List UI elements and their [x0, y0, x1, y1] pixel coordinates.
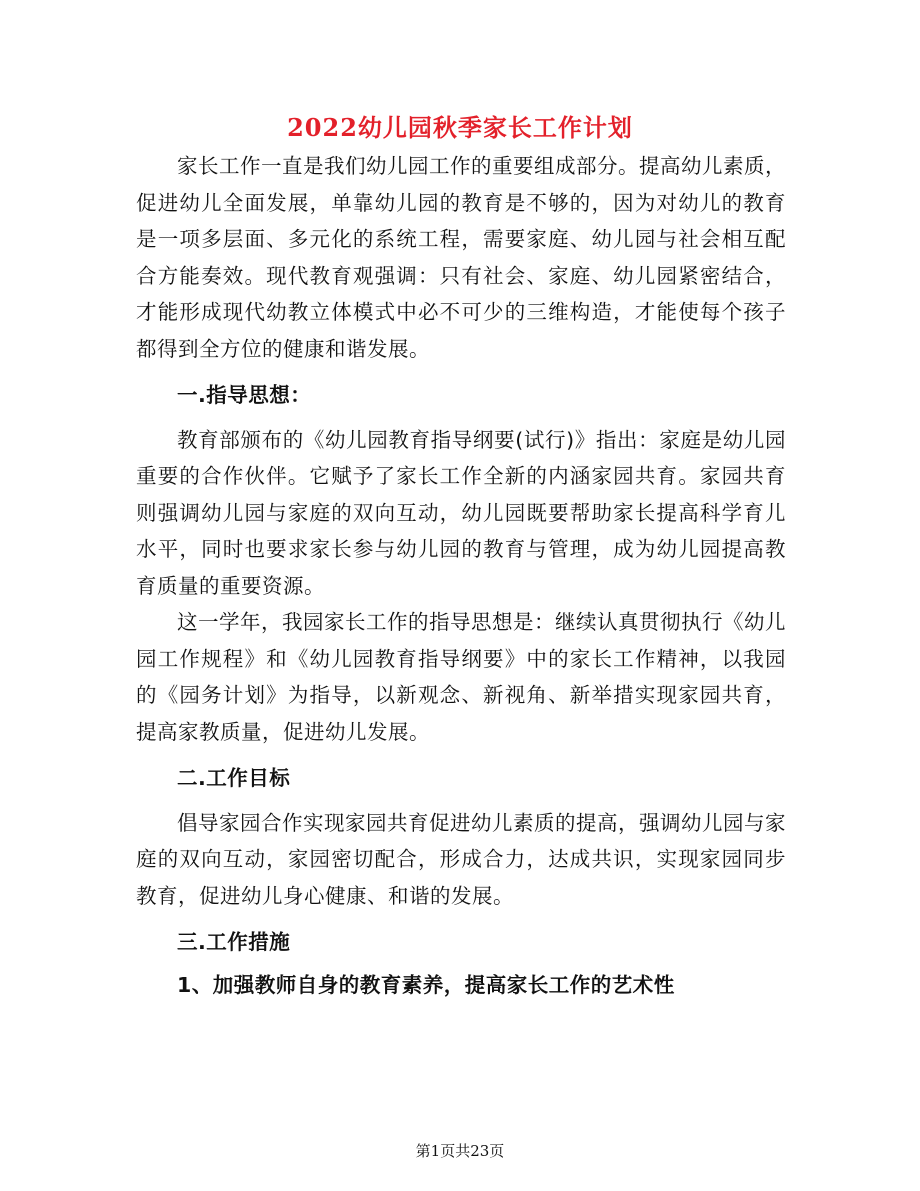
section-heading-work-measures: 三.工作措施: [177, 930, 291, 954]
work-goals-paragraph: 倡导家园合作实现家园共育促进幼儿素质的提高，强调幼儿园与家庭的双向互动，家园密切配合，形成合力，达成共识，实现家园同步教育，促进幼儿身心健康、和谐的发展。: [136, 810, 786, 908]
guiding-ideology-paragraph-2: 这一学年，我园家长工作的指导思想是：继续认真贯彻执行《幼儿园工作规程》和《幼儿园教育指导纲要》中的家长工作精神，以我园的《园务计划》为指导，以新观念、新视角、新举措实现家园共育，提高家教质量，促进幼儿发展。: [136, 610, 786, 744]
work-measures-subheading-1: 1、加强教师自身的教育素养，提高家长工作的艺术性: [177, 972, 675, 997]
document-body: [136, 148, 786, 1003]
page-number-footer: 第1页共23页: [415, 1142, 505, 1160]
intro-paragraph: 家长工作一直是我们幼儿园工作的重要组成部分。提高幼儿素质，促进幼儿全面发展，单靠幼儿园的教育是不够的，因为对幼儿的教育是一项多层面、多元化的系统工程，需要家庭、幼儿园与社会相互配合方能奏效。现代教育观强调：只有社会、家庭、幼儿园紧密结合，才能形成现代幼教立体模式中必不可少的三维构造，才能使每个孩子都得到全方位的健康和谐发展。: [136, 154, 786, 361]
section-heading-work-goals: 二.工作目标: [177, 766, 291, 790]
guiding-ideology-paragraph-1: 教育部颁布的《幼儿园教育指导纲要(试行)》指出：家庭是幼儿园重要的合作伙伴。它赋予了家长工作全新的内涵家园共育。家园共育则强调幼儿园与家庭的双向互动，幼儿园既要帮助家长提高科学育儿水平，同时也要求家长参与幼儿园的教育与管理，成为幼儿园提高教育质量的重要资源。: [136, 427, 786, 598]
section-heading-guiding-ideology: 一.指导思想：: [177, 383, 312, 407]
document-title: 2022幼儿园秋季家长工作计划: [287, 113, 633, 142]
